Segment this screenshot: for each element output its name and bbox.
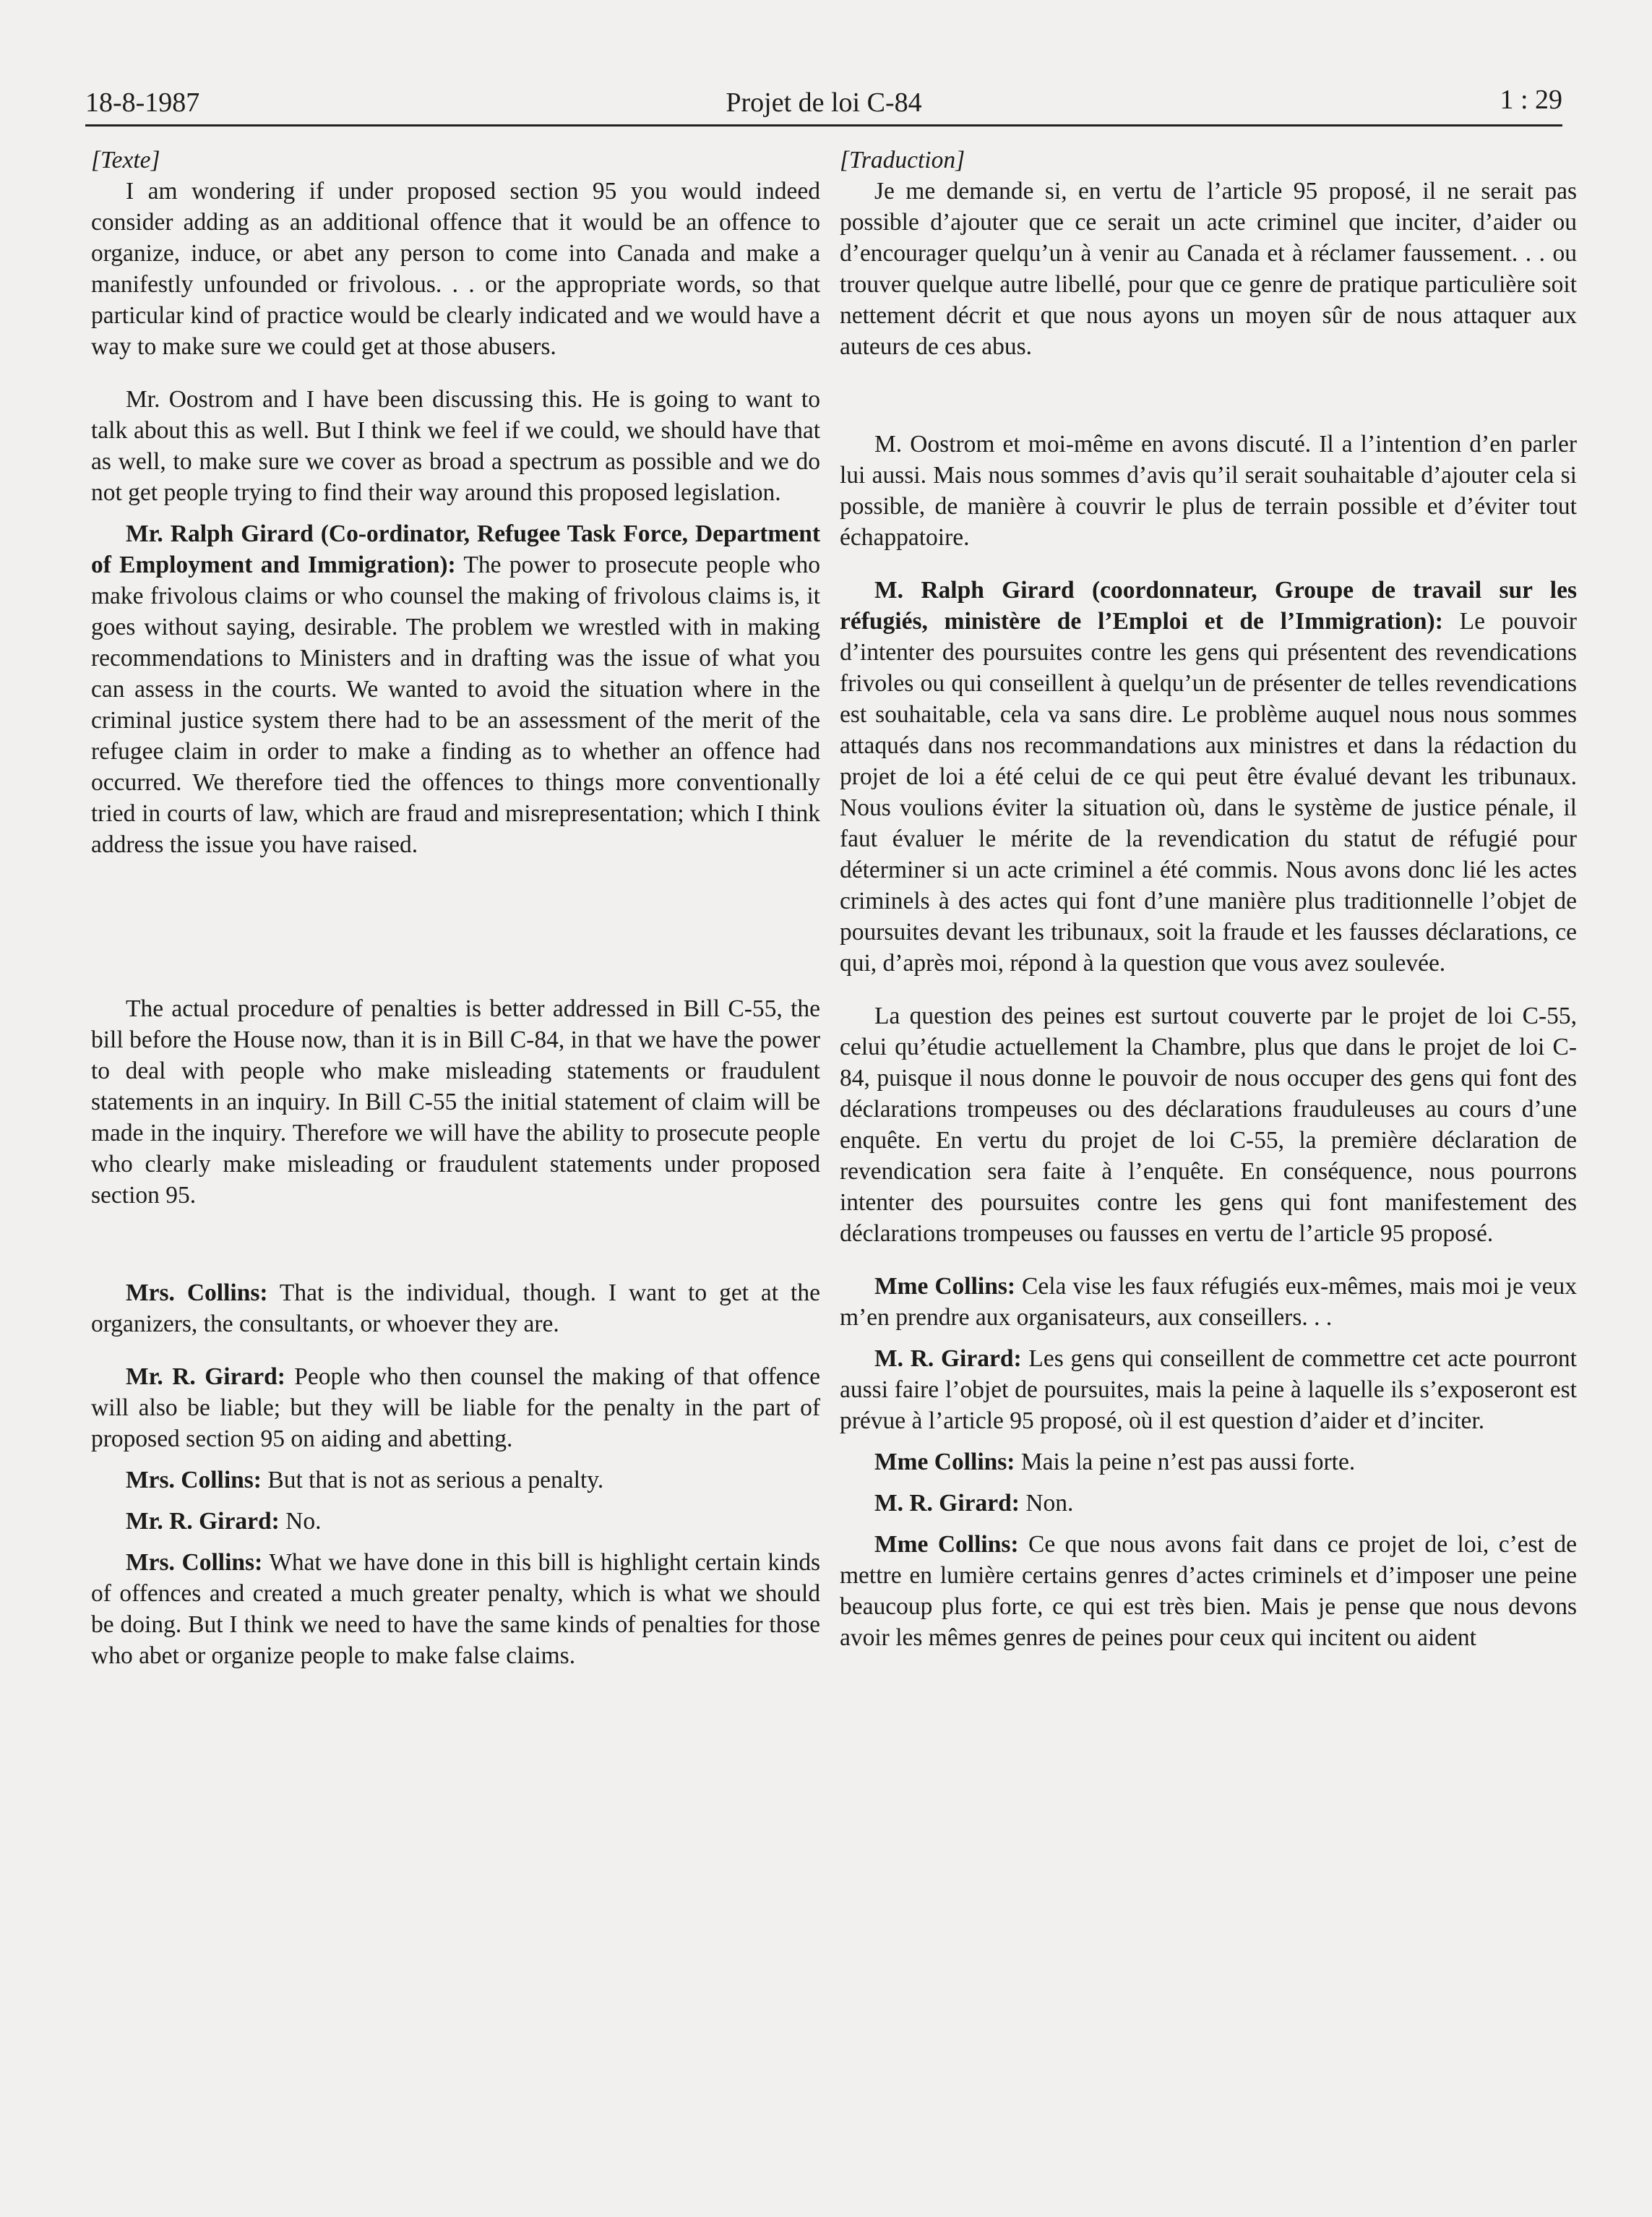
paragraph: La question des peines est surtout couverte par le projet de loi C-55, celui qu’étudie actuellement la Chambre, plus que dans le projet de loi C-84, puisque il nous donne le pouvoir de nous occuper des gens qui font des déclarations trompeuses ou des déclarations frauduleuses au cours d’une enquête. En vertu du projet de loi C-55, la première déclaration de revendication sera faite à l’enquête. En conséquence, nous pourrons intenter des poursuites contre les gens qui font manifestement des déclarations trompeuses ou fausses en vertu de l’article 95 proposé. xyxy=(840,1003,1577,1247)
paragraph: Mr. R. Girard: People who then counsel the making of that offence will also be liable; but they will be liable for the penalty in the part of proposed section 95 on aiding and abetting. xyxy=(91,1363,820,1452)
speaker-name: Mr. Ralph Girard (Co-ordinator, Refugee Task Force, Department of Employment and Immigration): xyxy=(91,520,820,578)
speaker-name: M. Ralph Girard (coordonnateur, Groupe de travail sur les réfugiés, ministère de l’Emploi et de l’Immigration): xyxy=(840,577,1577,635)
paragraph: Mrs. Collins: That is the individual, though. I want to get at the organizers, the consultants, or whoever they are. xyxy=(91,1279,820,1337)
speaker-name: Mrs. Collins: xyxy=(126,1467,262,1493)
paragraph: M. Oostrom et moi-même en avons discuté. Il a l’intention d’en parler lui aussi. Mais nous sommes d’avis qu’il serait souhaitable d’ajouter cela si possible, de manière à couvrir le plus de terrain possible et d’éviter tout échappatoire. xyxy=(840,431,1577,551)
paragraph: The actual procedure of penalties is better addressed in Bill C-55, the bill before the House now, than it is in Bill C-84, in that we have the power to deal with people who make misleading statements or fraudulent statements in an inquiry. In Bill C-55 the initial statement of claim will be made in the inquiry. Therefore we will have the ability to prosecute people who clearly make misleading or fraudulent statements under proposed section 95. xyxy=(91,995,820,1209)
paragraph: Mr. R. Girard: No. xyxy=(126,1508,322,1535)
speaker-name: Mrs. Collins: xyxy=(126,1549,263,1576)
paragraph: M. R. Girard: Non. xyxy=(874,1490,1074,1517)
header-page-number: 1 : 29 xyxy=(1500,85,1562,115)
french-label: [Traduction] xyxy=(840,147,965,173)
french-column xyxy=(840,145,1577,1653)
header-title: Projet de loi C-84 xyxy=(726,87,922,118)
paragraph: Je me demande si, en vertu de l’article 95 proposé, il ne serait pas possible d’ajouter que ce serait un acte criminel que inciter, d’aider ou d’encourager quelqu’un à venir au Canada et à réclamer faussement. . . ou trouver quelque autre libellé, pour que ce genre de pratique particulière soit nettement décrit et que nous ayons un moyen sûr de nous attaquer aux auteurs de ces abus. xyxy=(840,178,1577,360)
english-label: [Texte] xyxy=(91,147,160,173)
header-date: 18-8-1987 xyxy=(85,87,200,118)
speaker-name: Mrs. Collins: xyxy=(126,1279,268,1306)
speaker-name: M. R. Girard: xyxy=(874,1490,1020,1517)
paragraph: I am wondering if under proposed section 95 you would indeed consider adding as an additional offence that it would be an offence to organize, induce, or abet any person to come into Canada and make a manifestly unfounded or frivolous. . . or the appropriate words, so that particular kind of practice would be clearly indicated and we would have a way to make sure we could get at those abusers. xyxy=(91,178,820,360)
paragraph: Mr. Oostrom and I have been discussing this. He is going to want to talk about this as well. But I think we feel if we could, we should have that as well, to make sure we cover as broad a spectrum as possible and we do not get people trying to find their way around this proposed legislation. xyxy=(91,386,820,506)
speaker-name: Mme Collins: xyxy=(874,1531,1019,1558)
speaker-name: Mme Collins: xyxy=(874,1449,1015,1475)
english-column xyxy=(91,145,820,1671)
paragraph: Mrs. Collins: What we have done in this bill is highlight certain kinds of offences and created a much greater penalty, which is what we should be doing. But I think we need to have the same kinds of penalties for those who abet or organize people to make false claims. xyxy=(91,1549,821,1669)
speaker-name: M. R. Girard: xyxy=(874,1345,1022,1372)
paragraph: Mme Collins: Cela vise les faux réfugiés eux-mêmes, mais moi je veux m’en prendre aux organisateurs, aux conseillers. . . xyxy=(840,1273,1577,1331)
paragraph: M. Ralph Girard (coordonnateur, Groupe de travail sur les réfugiés, ministère de l’Emploi et de l’Immigration): Le pouvoir d’intenter des poursuites contre les gens qui présentent des revendications frivoles ou qui conseillent à quelqu’un de présenter de telles revendications est souhaitable, cela va sans dire. Le problème auquel nous nous sommes attaqués dans nos recommandations aux ministres et dans la rédaction du projet de loi a été celui de ce qui peut être évalué devant les tribunaux. Nous voulions éviter la situation où, dans le système de justice pénale, il faut évaluer le mérite de la revendication du statut de réfugié pour déterminer si un acte criminel a été commis. Nous avons donc lié les actes criminels à des actes qui font d’une manière plus traditionnelle l’objet de poursuites devant les tribunaux, soit la fraude et les fausses déclarations, ce qui, d’après moi, répond à la question que vous avez soulevée. xyxy=(840,577,1577,977)
paragraph: M. R. Girard: Les gens qui conseillent de commettre cet acte pourront aussi faire l’objet de poursuites, mais la peine à laquelle ils s’exposeront est prévue à l’article 95 proposé, où il est question d’aider et d’inciter. xyxy=(840,1345,1577,1434)
speaker-name: Mr. R. Girard: xyxy=(126,1508,280,1535)
speaker-name: Mr. R. Girard: xyxy=(126,1363,285,1390)
paragraph: Mme Collins: Ce que nous avons fait dans ce projet de loi, c’est de mettre en lumière certains genres d’actes criminels et d’imposer une peine beaucoup plus forte, ce qui est très bien. Mais je pense que nous devons avoir les mêmes genres de peines pour ceux qui incitent ou aident xyxy=(840,1531,1577,1651)
paragraph: Mr. Ralph Girard (Co-ordinator, Refugee Task Force, Department of Employment and Immigration): The power to prosecute people who make frivolous claims or who counsel the making of frivolous claims is, it goes without saying, desirable. The problem we wrestled with in making recommendations to Ministers and in drafting was the issue of what you can assess in the courts. We wanted to avoid the situation where in the criminal justice system there had to be an assessment of the merit of the refugee claim in order to make a finding as to whether an offence had occurred. We therefore tied the offences to things more conventionally tried in courts of law, which are fraud and misrepresentation; which I think address the issue you have raised. xyxy=(91,520,820,858)
page-header xyxy=(85,81,1562,126)
paragraph: Mme Collins: Mais la peine n’est pas aussi forte. xyxy=(874,1449,1356,1475)
speaker-name: Mme Collins: xyxy=(874,1273,1016,1300)
paragraph: Mrs. Collins: But that is not as serious a penalty. xyxy=(126,1467,604,1493)
